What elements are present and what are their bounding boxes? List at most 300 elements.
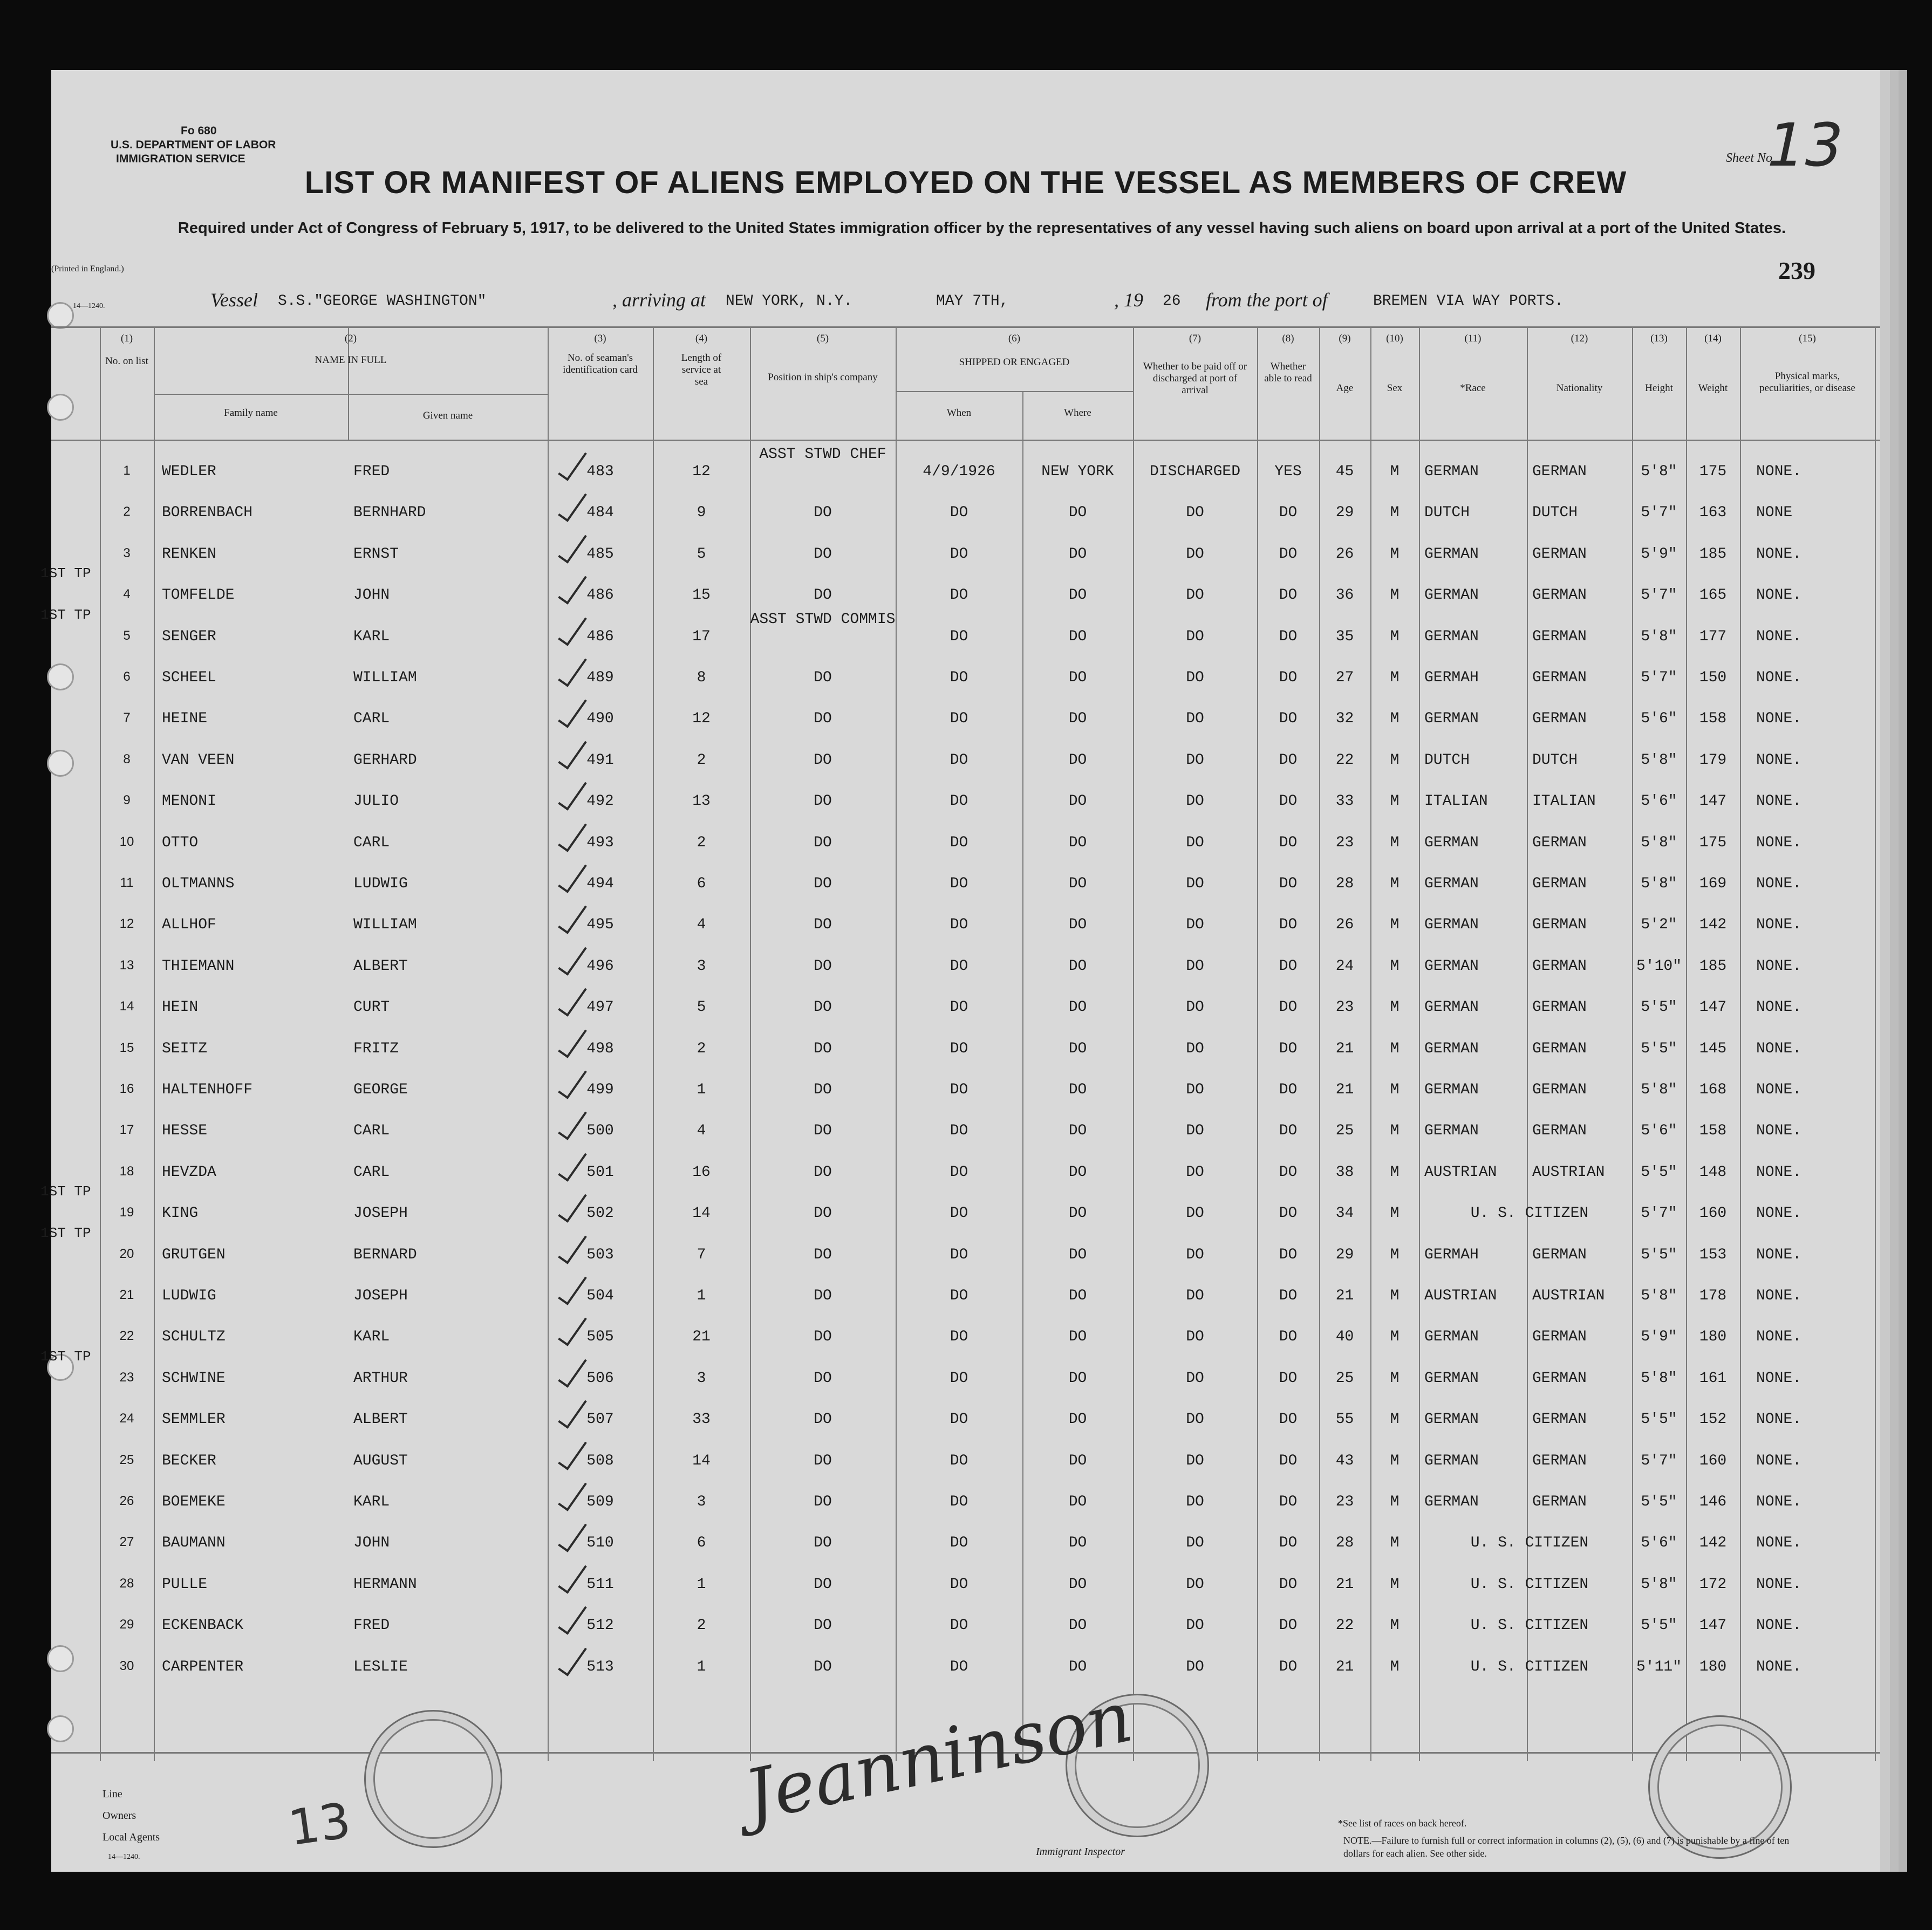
cell-card: 506 bbox=[586, 1370, 614, 1387]
cell-marks: NONE. bbox=[1756, 1288, 1802, 1304]
cell-when: DO bbox=[950, 1658, 968, 1675]
col-shipped-header: (6) SHIPPED OR ENGAGED bbox=[959, 333, 1070, 368]
cell-family: THIEMANN bbox=[162, 957, 235, 975]
cell-race: AUSTRIAN bbox=[1424, 1288, 1497, 1304]
cell-age: 25 bbox=[1335, 1123, 1354, 1140]
cell-no: 30 bbox=[119, 1658, 134, 1673]
cell-weight: 147 bbox=[1699, 999, 1727, 1016]
table-row bbox=[51, 1069, 1880, 1110]
cell-when: DO bbox=[950, 1535, 968, 1552]
cell-height: 5'7" bbox=[1641, 504, 1677, 522]
cell-position: DO bbox=[814, 1494, 832, 1510]
cell-family: SCHEEL bbox=[162, 669, 216, 686]
cell-sex: M bbox=[1390, 1123, 1399, 1140]
cell-sex: M bbox=[1390, 793, 1399, 810]
cell-no: 25 bbox=[119, 1452, 134, 1467]
cell-nationality: GERMAN bbox=[1532, 463, 1587, 480]
col-sex-header: (10) Sex bbox=[1386, 333, 1403, 394]
table-row bbox=[51, 1604, 1880, 1645]
cell-card: 512 bbox=[586, 1617, 614, 1634]
cell-service: 6 bbox=[697, 875, 706, 892]
cell-paid: DO bbox=[1186, 545, 1204, 563]
cell-where: DO bbox=[1068, 834, 1087, 851]
inspector-signature: Jeanninson bbox=[738, 1675, 1139, 1838]
form-code: 14—1240. bbox=[73, 302, 105, 310]
page-number: 239 bbox=[1778, 257, 1815, 284]
cell-weight: 158 bbox=[1699, 710, 1727, 728]
cell-paid: DO bbox=[1186, 999, 1204, 1016]
cell-family: HEVZDA bbox=[162, 1164, 216, 1181]
page-subtitle: Required under Act of Congress of February 5, 1917, to be delivered to the United States immigration officer by the representatives of any vessel having such aliens on board upon arrival at a port of the United States. bbox=[178, 220, 1786, 237]
cell-where: DO bbox=[1068, 751, 1087, 769]
cell-position: DO bbox=[814, 1329, 832, 1346]
col-height-header: (13) Height bbox=[1645, 333, 1673, 394]
col-no-header: (1) No. on list bbox=[105, 333, 148, 367]
cell-weight: 161 bbox=[1699, 1370, 1727, 1387]
cell-paid: DO bbox=[1186, 1452, 1204, 1469]
cell-marks: NONE. bbox=[1756, 1164, 1802, 1181]
cell-when: 4/9/1926 bbox=[923, 463, 995, 480]
cell-read: DO bbox=[1279, 1452, 1298, 1469]
cell-service: 14 bbox=[692, 1452, 711, 1469]
cell-age: 35 bbox=[1335, 628, 1354, 645]
cell-read: DO bbox=[1279, 1123, 1298, 1140]
cell-position: DO bbox=[814, 1164, 832, 1181]
cell-no: 10 bbox=[119, 834, 134, 849]
cell-marks: NONE. bbox=[1756, 1617, 1802, 1634]
cell-family: GRUTGEN bbox=[162, 1246, 226, 1263]
table-row bbox=[51, 739, 1880, 780]
cell-height: 5'8" bbox=[1641, 628, 1677, 645]
cell-card: 508 bbox=[586, 1452, 614, 1469]
cell-card: 495 bbox=[586, 916, 614, 934]
cell-where: DO bbox=[1068, 1329, 1087, 1346]
cell-sex: M bbox=[1390, 1658, 1399, 1675]
cell-family: HEIN bbox=[162, 999, 199, 1016]
cell-position: DO bbox=[814, 1246, 832, 1263]
cell-height: 5'7" bbox=[1641, 1205, 1677, 1222]
cell-marks: NONE. bbox=[1756, 1040, 1802, 1057]
cell-nationality: ITALIAN bbox=[1532, 793, 1596, 810]
cell-family: OTTO bbox=[162, 834, 199, 851]
cell-service: 21 bbox=[692, 1329, 711, 1346]
cell-where: DO bbox=[1068, 628, 1087, 645]
cell-marks: NONE. bbox=[1756, 1329, 1802, 1346]
cell-service: 12 bbox=[692, 710, 711, 728]
cell-position: DO bbox=[814, 1370, 832, 1387]
races-note: *See list of races on back hereof. bbox=[1338, 1818, 1467, 1829]
cell-sex: M bbox=[1390, 1246, 1399, 1263]
cell-nationality: DUTCH bbox=[1532, 504, 1578, 522]
cell-family: SEMMLER bbox=[162, 1411, 226, 1428]
cell-age: 55 bbox=[1335, 1411, 1354, 1428]
cell-marks: NONE. bbox=[1756, 875, 1802, 892]
cell-height: 5'8" bbox=[1641, 463, 1677, 480]
cell-family: RENKEN bbox=[162, 545, 216, 563]
cell-paid: DO bbox=[1186, 710, 1204, 728]
cell-paid: DO bbox=[1186, 834, 1204, 851]
cell-paid: DO bbox=[1186, 1617, 1204, 1634]
cell-read: DO bbox=[1279, 710, 1298, 728]
cell-service: 5 bbox=[697, 999, 706, 1016]
cell-position: DO bbox=[814, 1658, 832, 1675]
cell-position: DO bbox=[814, 710, 832, 728]
cell-age: 22 bbox=[1335, 751, 1354, 769]
cell-card: 503 bbox=[586, 1246, 614, 1263]
cell-paid: DO bbox=[1186, 504, 1204, 522]
cell-card: 513 bbox=[586, 1658, 614, 1675]
cell-sex: M bbox=[1390, 1617, 1399, 1634]
cell-where: DO bbox=[1068, 999, 1087, 1016]
cell-nationality: GERMAN bbox=[1532, 1494, 1587, 1510]
cell-given: ERNST bbox=[353, 545, 399, 563]
col-card-header: (3) No. of seaman's identification card bbox=[563, 333, 638, 375]
cell-marks: NONE. bbox=[1756, 1452, 1802, 1469]
cell-height: 5'9" bbox=[1641, 1329, 1677, 1346]
cell-given: CURT bbox=[353, 999, 390, 1016]
cell-family: HEINE bbox=[162, 710, 208, 728]
cell-race: U. S. CITIZEN bbox=[1470, 1535, 1589, 1552]
cell-paid: DO bbox=[1186, 1040, 1204, 1057]
col-marks-header: (15) Physical marks, peculiarities, or disease bbox=[1759, 333, 1855, 394]
cell-position: DO bbox=[814, 916, 832, 934]
cell-card: 505 bbox=[586, 1329, 614, 1346]
form-number: Fo 680 bbox=[181, 125, 217, 137]
cell-no: 27 bbox=[119, 1535, 134, 1550]
voyage-line bbox=[51, 283, 1880, 321]
cell-given: CARL bbox=[353, 710, 390, 728]
table-row bbox=[51, 1398, 1880, 1439]
cell-read: DO bbox=[1279, 587, 1298, 604]
cell-where: DO bbox=[1068, 1246, 1087, 1263]
cell-position: DO bbox=[814, 1205, 832, 1222]
tp-annotation: 1ST TP bbox=[40, 1224, 91, 1241]
cell-where: DO bbox=[1068, 1535, 1087, 1552]
tp-annotation: 1ST TP bbox=[40, 565, 91, 582]
cell-sex: M bbox=[1390, 751, 1399, 769]
cell-no: 15 bbox=[119, 1040, 134, 1055]
cell-paid: DO bbox=[1186, 1576, 1204, 1593]
cell-family: KING bbox=[162, 1205, 199, 1222]
cell-race: GERMAN bbox=[1424, 710, 1479, 728]
cell-service: 9 bbox=[697, 504, 706, 522]
cell-weight: 180 bbox=[1699, 1329, 1727, 1346]
cell-nationality: GERMAN bbox=[1532, 1452, 1587, 1469]
cell-position: DO bbox=[814, 1535, 832, 1552]
cell-marks: NONE. bbox=[1756, 1535, 1802, 1552]
table-row bbox=[40, 1183, 1880, 1233]
cell-read: YES bbox=[1274, 463, 1302, 480]
cell-race: AUSTRIAN bbox=[1424, 1164, 1497, 1181]
table-row bbox=[51, 822, 1880, 863]
cell-where: DO bbox=[1068, 587, 1087, 604]
cell-weight: 150 bbox=[1699, 669, 1727, 686]
cell-where: DO bbox=[1068, 793, 1087, 810]
punch-hole bbox=[47, 1715, 74, 1742]
cell-family: WEDLER bbox=[162, 463, 216, 480]
cell-card: 496 bbox=[586, 957, 614, 975]
cell-read: DO bbox=[1279, 916, 1298, 934]
cell-read: DO bbox=[1279, 1082, 1298, 1098]
cell-given: CARL bbox=[353, 1123, 390, 1140]
cell-marks: NONE. bbox=[1756, 1411, 1802, 1428]
cell-service: 14 bbox=[692, 1205, 711, 1222]
cell-weight: 145 bbox=[1699, 1040, 1727, 1057]
cell-no: 11 bbox=[120, 875, 134, 890]
cell-service: 15 bbox=[692, 587, 711, 604]
cell-paid: DO bbox=[1186, 1329, 1204, 1346]
col-when-header: When bbox=[946, 407, 972, 419]
cell-service: 17 bbox=[692, 628, 711, 645]
vessel-name: S.S."GEORGE WASHINGTON" bbox=[278, 293, 487, 310]
cell-race: DUTCH bbox=[1424, 751, 1470, 769]
cell-height: 5'5" bbox=[1641, 1494, 1677, 1510]
cell-when: DO bbox=[950, 1082, 968, 1098]
table-row bbox=[51, 1275, 1880, 1316]
cell-where: DO bbox=[1068, 1164, 1087, 1181]
cell-nationality: GERMAN bbox=[1532, 875, 1587, 892]
cell-position: DO bbox=[814, 545, 832, 563]
arrival-port: NEW YORK, N.Y. bbox=[726, 293, 853, 310]
table-rule bbox=[896, 391, 1133, 392]
cell-sex: M bbox=[1390, 587, 1399, 604]
cell-sex: M bbox=[1390, 669, 1399, 686]
cell-age: 25 bbox=[1335, 1370, 1354, 1387]
inspector-label: Immigrant Inspector bbox=[1036, 1846, 1125, 1858]
table-rule bbox=[154, 394, 548, 395]
cell-given: FRED bbox=[353, 463, 390, 480]
cell-card: 486 bbox=[586, 628, 614, 645]
department-name: U.S. DEPARTMENT OF LABOR bbox=[111, 139, 276, 151]
cell-read: DO bbox=[1279, 669, 1298, 686]
table-row bbox=[51, 446, 1880, 491]
table-rule bbox=[51, 326, 1880, 328]
cell-marks: NONE. bbox=[1756, 545, 1802, 563]
cell-family: HESSE bbox=[162, 1123, 208, 1140]
cell-nationality: GERMAN bbox=[1532, 545, 1587, 563]
cell-race: GERMAN bbox=[1424, 1494, 1479, 1510]
cell-marks: NONE. bbox=[1756, 1082, 1802, 1098]
cell-where: DO bbox=[1068, 1370, 1087, 1387]
cell-when: DO bbox=[950, 628, 968, 645]
cell-no: 3 bbox=[123, 545, 131, 560]
table-row bbox=[51, 697, 1880, 738]
cell-weight: 142 bbox=[1699, 1535, 1727, 1552]
cell-where: DO bbox=[1068, 669, 1087, 686]
cell-paid: DO bbox=[1186, 587, 1204, 604]
cell-sex: M bbox=[1390, 1205, 1399, 1222]
cell-age: 21 bbox=[1335, 1288, 1354, 1304]
cell-given: ARTHUR bbox=[353, 1370, 408, 1387]
cell-nationality: GERMAN bbox=[1532, 1040, 1587, 1057]
cell-marks: NONE. bbox=[1756, 628, 1802, 645]
cell-paid: DO bbox=[1186, 875, 1204, 892]
table-row bbox=[51, 863, 1880, 904]
cell-position: DO bbox=[814, 1411, 832, 1428]
cell-sex: M bbox=[1390, 1576, 1399, 1593]
cell-given: KARL bbox=[353, 628, 390, 645]
cell-paid: DO bbox=[1186, 1288, 1204, 1304]
cell-weight: 148 bbox=[1699, 1164, 1727, 1181]
cell-nationality: GERMAN bbox=[1532, 1123, 1587, 1140]
cell-where: DO bbox=[1068, 1288, 1087, 1304]
cell-weight: 185 bbox=[1699, 545, 1727, 563]
cell-height: 5'5" bbox=[1641, 1617, 1677, 1634]
footer-form-code: 14—1240. bbox=[108, 1853, 140, 1861]
cell-sex: M bbox=[1390, 1452, 1399, 1469]
cell-card: 492 bbox=[586, 793, 614, 810]
cell-no: 18 bbox=[119, 1164, 134, 1179]
cell-card: 493 bbox=[586, 834, 614, 851]
cell-card: 494 bbox=[586, 875, 614, 892]
cell-given: WILLIAM bbox=[353, 916, 417, 934]
cell-position: DO bbox=[814, 587, 832, 604]
cell-height: 5'8" bbox=[1641, 751, 1677, 769]
cell-paid: DO bbox=[1186, 1494, 1204, 1510]
table-row bbox=[51, 780, 1880, 821]
cell-when: DO bbox=[950, 1164, 968, 1181]
cell-no: 22 bbox=[119, 1329, 134, 1344]
cell-given: ALBERT bbox=[353, 957, 408, 975]
table-row bbox=[51, 1110, 1880, 1151]
cell-marks: NONE. bbox=[1756, 710, 1802, 728]
cell-position: DO bbox=[814, 669, 832, 686]
cell-family: SCHWINE bbox=[162, 1370, 226, 1387]
cell-family: ECKENBACK bbox=[162, 1617, 244, 1634]
cell-where: DO bbox=[1068, 1205, 1087, 1222]
cell-height: 5'8" bbox=[1641, 875, 1677, 892]
cell-family: PULLE bbox=[162, 1576, 208, 1593]
cell-race: GERMAN bbox=[1424, 1123, 1479, 1140]
cell-nationality: GERMAN bbox=[1532, 1329, 1587, 1346]
manifest-sheet bbox=[40, 70, 1880, 1872]
cell-marks: NONE. bbox=[1756, 1123, 1802, 1140]
cell-where: DO bbox=[1068, 1452, 1087, 1469]
cell-sex: M bbox=[1390, 1411, 1399, 1428]
cell-nationality: GERMAN bbox=[1532, 957, 1587, 975]
consulate-stamp bbox=[364, 1710, 502, 1848]
cell-given: JOSEPH bbox=[353, 1205, 408, 1222]
cell-age: 22 bbox=[1335, 1617, 1354, 1634]
cell-family: SCHULTZ bbox=[162, 1329, 226, 1346]
table-row bbox=[51, 1646, 1880, 1687]
cell-no: 13 bbox=[119, 957, 134, 973]
cell-position: DO bbox=[814, 1288, 832, 1304]
vessel-label: Vessel bbox=[210, 289, 258, 311]
cell-when: DO bbox=[950, 957, 968, 975]
cell-family: BORRENBACH bbox=[162, 504, 253, 522]
cell-where: DO bbox=[1068, 710, 1087, 728]
cell-service: 1 bbox=[697, 1658, 706, 1675]
cell-marks: NONE. bbox=[1756, 834, 1802, 851]
cell-given: CARL bbox=[353, 1164, 390, 1181]
cell-age: 26 bbox=[1335, 545, 1354, 563]
cell-age: 34 bbox=[1335, 1205, 1354, 1222]
cell-where: DO bbox=[1068, 957, 1087, 975]
cell-age: 36 bbox=[1335, 587, 1354, 604]
col-position-header: (5) Position in ship's company bbox=[768, 333, 878, 383]
cell-position: ASST STWD CHEF bbox=[759, 446, 886, 463]
cell-sex: M bbox=[1390, 999, 1399, 1016]
cell-given: KARL bbox=[353, 1329, 390, 1346]
cell-age: 33 bbox=[1335, 793, 1354, 810]
cell-height: 5'7" bbox=[1641, 1452, 1677, 1469]
cell-race: GERMAN bbox=[1424, 1452, 1479, 1469]
cell-marks: NONE. bbox=[1756, 1370, 1802, 1387]
cell-weight: 169 bbox=[1699, 875, 1727, 892]
cell-read: DO bbox=[1279, 1535, 1298, 1552]
table-row bbox=[51, 1522, 1880, 1563]
cell-race: GERMAN bbox=[1424, 1370, 1479, 1387]
cell-when: DO bbox=[950, 1576, 968, 1593]
cell-sex: M bbox=[1390, 834, 1399, 851]
cell-family: SENGER bbox=[162, 628, 216, 645]
cell-weight: 152 bbox=[1699, 1411, 1727, 1428]
cell-weight: 147 bbox=[1699, 793, 1727, 810]
cell-no: 5 bbox=[123, 628, 131, 643]
cell-height: 5'2" bbox=[1641, 916, 1677, 934]
col-name-header: (2) NAME IN FULL bbox=[315, 333, 387, 366]
cell-sex: M bbox=[1390, 916, 1399, 934]
cell-height: 5'8" bbox=[1641, 1288, 1677, 1304]
cell-marks: NONE. bbox=[1756, 999, 1802, 1016]
cell-no: 24 bbox=[119, 1411, 134, 1426]
cell-family: MENONI bbox=[162, 793, 216, 810]
cell-position: DO bbox=[814, 1452, 832, 1469]
cell-service: 13 bbox=[692, 793, 711, 810]
cell-nationality: GERMAN bbox=[1532, 999, 1587, 1016]
cell-read: DO bbox=[1279, 1288, 1298, 1304]
cell-race: GERMAN bbox=[1424, 916, 1479, 934]
table-row bbox=[51, 491, 1880, 532]
cell-weight: 147 bbox=[1699, 1617, 1727, 1634]
cell-family: BECKER bbox=[162, 1452, 216, 1469]
table-row bbox=[51, 904, 1880, 945]
cell-nationality: GERMAN bbox=[1532, 1082, 1587, 1098]
cell-given: BERNHARD bbox=[353, 504, 426, 522]
table-row bbox=[51, 1151, 1880, 1192]
cell-given: BERNARD bbox=[353, 1246, 417, 1263]
cell-race: DUTCH bbox=[1424, 504, 1470, 522]
cell-position: DO bbox=[814, 1123, 832, 1140]
cell-read: DO bbox=[1279, 751, 1298, 769]
cell-nationality: DUTCH bbox=[1532, 751, 1578, 769]
cell-nationality: GERMAN bbox=[1532, 1411, 1587, 1428]
cell-weight: 142 bbox=[1699, 916, 1727, 934]
cell-where: DO bbox=[1068, 875, 1087, 892]
cell-where: DO bbox=[1068, 1576, 1087, 1593]
cell-age: 28 bbox=[1335, 1535, 1354, 1552]
cell-race: GERMAN bbox=[1424, 834, 1479, 851]
cell-given: KARL bbox=[353, 1494, 390, 1510]
cell-age: 29 bbox=[1335, 504, 1354, 522]
cell-no: 23 bbox=[119, 1370, 134, 1385]
cell-no: 17 bbox=[119, 1123, 134, 1138]
cell-service: 3 bbox=[697, 957, 706, 975]
cell-sex: M bbox=[1390, 1329, 1399, 1346]
cell-given: JOHN bbox=[353, 1535, 390, 1552]
cell-height: 5'11" bbox=[1636, 1658, 1682, 1675]
cell-age: 43 bbox=[1335, 1452, 1354, 1469]
cell-height: 5'5" bbox=[1641, 999, 1677, 1016]
cell-position: DO bbox=[814, 1617, 832, 1634]
cell-read: DO bbox=[1279, 1040, 1298, 1057]
page-title: LIST OR MANIFEST OF ALIENS EMPLOYED ON THE VESSEL AS MEMBERS OF CREW bbox=[304, 165, 1627, 200]
cell-weight: 160 bbox=[1699, 1452, 1727, 1469]
handwritten-number: 13 bbox=[285, 1792, 354, 1857]
cell-height: 5'8" bbox=[1641, 834, 1677, 851]
cell-nationality: GERMAN bbox=[1532, 628, 1587, 645]
